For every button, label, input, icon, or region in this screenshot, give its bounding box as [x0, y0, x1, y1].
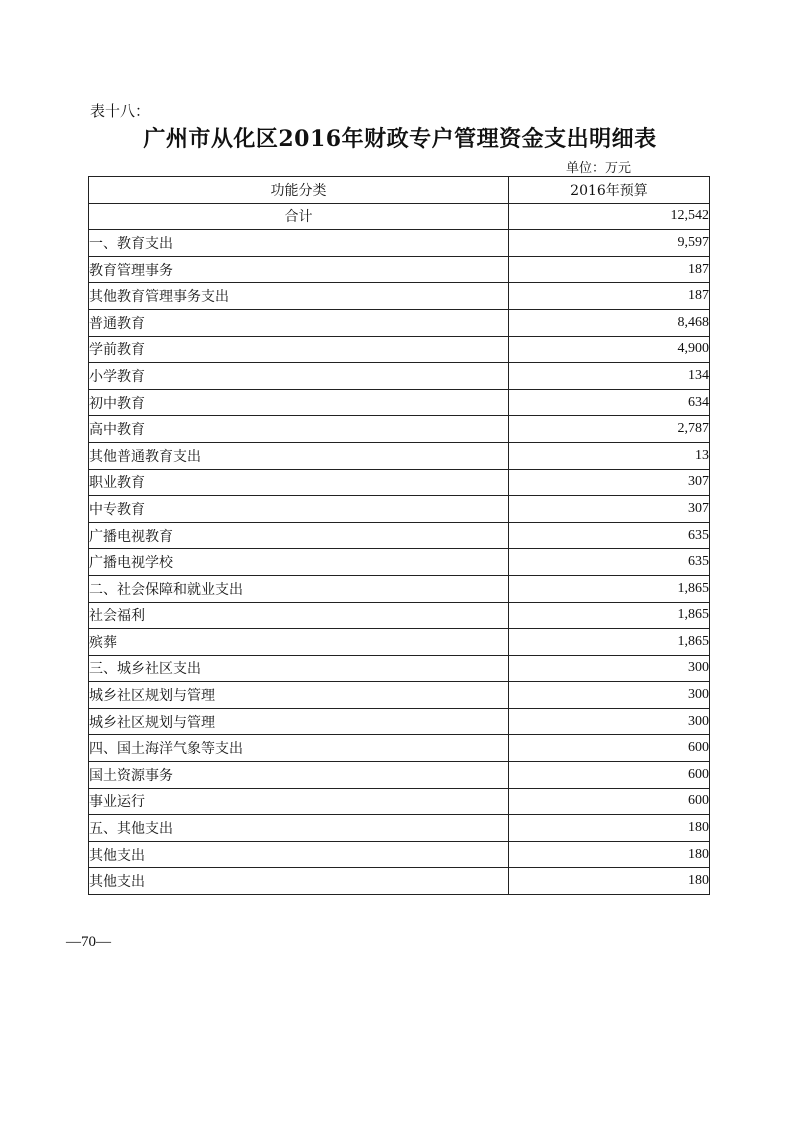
table-row — [89, 496, 710, 523]
row-value: 180 — [509, 868, 710, 895]
row-label: 其他教育管理事务支出 — [89, 283, 509, 310]
row-label: 其他支出 — [89, 841, 509, 868]
row-label: 三、城乡社区支出 — [89, 655, 509, 682]
table-row — [89, 841, 710, 868]
row-label: 城乡社区规划与管理 — [89, 708, 509, 735]
table-row — [89, 256, 710, 283]
table-row — [89, 815, 710, 842]
row-label: 其他普通教育支出 — [89, 442, 509, 469]
table-row — [89, 442, 710, 469]
row-value: 1,865 — [509, 629, 710, 656]
column-header-budget: 2016年预算 — [509, 177, 710, 204]
row-value: 2,787 — [509, 416, 710, 443]
row-value: 180 — [509, 815, 710, 842]
table-row — [89, 682, 710, 709]
row-value: 600 — [509, 735, 710, 762]
row-label: 四、国土海洋气象等支出 — [89, 735, 509, 762]
table-row — [89, 575, 710, 602]
row-value: 134 — [509, 363, 710, 390]
row-value: 300 — [509, 708, 710, 735]
table-row — [89, 788, 710, 815]
row-label: 五、其他支出 — [89, 815, 509, 842]
row-value: 187 — [509, 283, 710, 310]
column-header-category: 功能分类 — [89, 177, 509, 204]
table-row — [89, 735, 710, 762]
row-label: 广播电视学校 — [89, 549, 509, 576]
table-header-row — [89, 177, 710, 204]
row-value: 307 — [509, 496, 710, 523]
row-label: 其他支出 — [89, 868, 509, 895]
table-row — [89, 363, 710, 390]
table-row — [89, 762, 710, 789]
row-label: 一、教育支出 — [89, 230, 509, 257]
table-row — [89, 416, 710, 443]
row-value: 600 — [509, 788, 710, 815]
row-value: 9,597 — [509, 230, 710, 257]
row-label: 中专教育 — [89, 496, 509, 523]
total-row — [89, 203, 710, 230]
row-label: 殡葬 — [89, 629, 509, 656]
row-label: 国土资源事务 — [89, 762, 509, 789]
table-row — [89, 708, 710, 735]
row-value: 187 — [509, 256, 710, 283]
table-row — [89, 629, 710, 656]
row-value: 1,865 — [509, 602, 710, 629]
row-value: 307 — [509, 469, 710, 496]
row-label: 初中教育 — [89, 389, 509, 416]
row-value: 600 — [509, 762, 710, 789]
table-row — [89, 336, 710, 363]
row-value: 13 — [509, 442, 710, 469]
row-label: 城乡社区规划与管理 — [89, 682, 509, 709]
row-value: 300 — [509, 655, 710, 682]
row-value: 8,468 — [509, 309, 710, 336]
total-value: 12,542 — [509, 203, 710, 230]
row-label: 广播电视教育 — [89, 522, 509, 549]
row-value: 634 — [509, 389, 710, 416]
row-label: 普通教育 — [89, 309, 509, 336]
row-value: 635 — [509, 522, 710, 549]
row-value: 1,865 — [509, 575, 710, 602]
row-label: 事业运行 — [89, 788, 509, 815]
table-row — [89, 602, 710, 629]
row-label: 职业教育 — [89, 469, 509, 496]
row-label: 教育管理事务 — [89, 256, 509, 283]
table-row — [89, 655, 710, 682]
row-label: 社会福利 — [89, 602, 509, 629]
table-row — [89, 389, 710, 416]
page-title: 广州市从化区2016年财政专户管理资金支出明细表 — [143, 126, 657, 152]
row-label: 小学教育 — [89, 363, 509, 390]
row-value: 180 — [509, 841, 710, 868]
table-row — [89, 469, 710, 496]
page-number: —70— — [66, 934, 111, 950]
table-row — [89, 522, 710, 549]
table-row — [89, 549, 710, 576]
unit-label: 单位：万元 — [566, 161, 632, 176]
row-label: 高中教育 — [89, 416, 509, 443]
budget-table — [88, 176, 710, 895]
table-label: 表十八： — [90, 102, 151, 120]
row-value: 4,900 — [509, 336, 710, 363]
total-label: 合计 — [89, 203, 509, 230]
row-value: 635 — [509, 549, 710, 576]
table-row — [89, 283, 710, 310]
row-label: 学前教育 — [89, 336, 509, 363]
table-row — [89, 309, 710, 336]
table-row — [89, 230, 710, 257]
table-row — [89, 868, 710, 895]
row-value: 300 — [509, 682, 710, 709]
row-label: 二、社会保障和就业支出 — [89, 575, 509, 602]
